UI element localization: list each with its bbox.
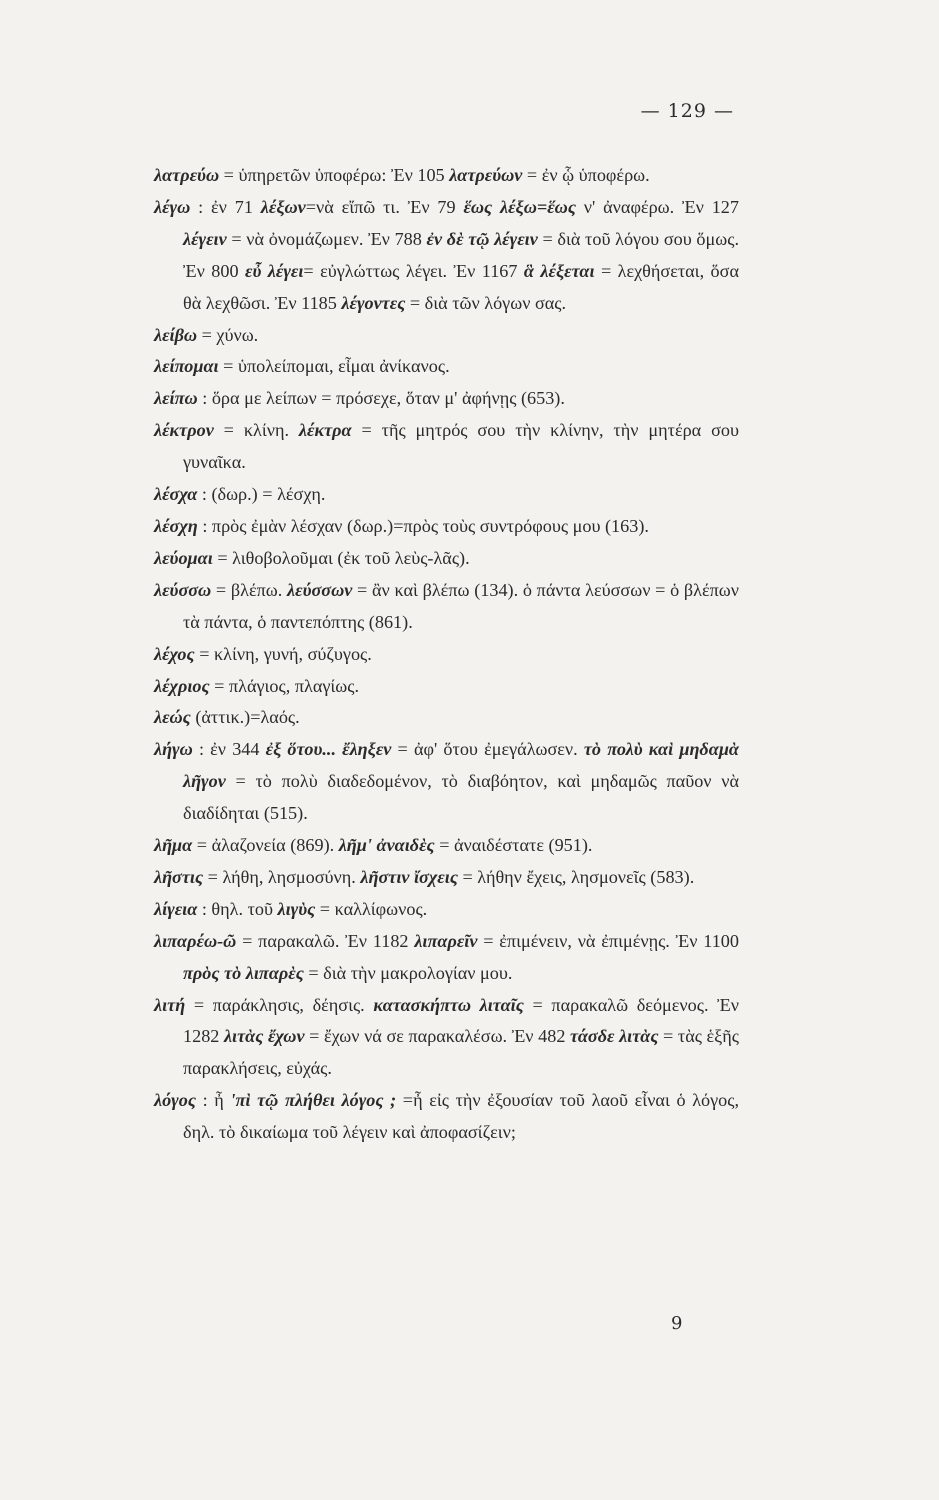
entry-text: : (δωρ.) = λέσχη. (197, 484, 326, 505)
dictionary-entry (154, 671, 739, 703)
dictionary-entry (154, 543, 739, 575)
headword: λιπαρέω-ῶ (154, 930, 237, 951)
entry-text: : θηλ. τοῦ (197, 898, 278, 919)
entry-text: = λεχθήσεται, ὅσα θὰ λεχθῶσι. Ἐν 1185 (183, 260, 739, 313)
headword: λῆστιν ἴσχεις (360, 866, 458, 887)
signature-mark: 9 (671, 1313, 683, 1334)
headword: λέκτρον (154, 420, 214, 441)
headword: λεύσσων (287, 579, 353, 600)
headword: λείβω (154, 324, 198, 345)
entry-text: = κλίνη. (213, 420, 299, 441)
headword: κατασκήπτω λιταῖς (373, 994, 524, 1015)
entry-text: = χύνω. (197, 324, 259, 345)
headword: λέσχη (154, 515, 198, 536)
dictionary-entry (154, 894, 739, 926)
dictionary-entry (154, 830, 739, 862)
entry-text: = ἀλαζονεία (869). (192, 835, 339, 856)
headword: λεώς (154, 707, 191, 728)
entry-text: = εὐγλώττως λέγει. Ἐν 1167 (303, 260, 524, 281)
entry-text: : ὅρα με λείπων = πρόσεχε, ὅταν μ' ἀφήνῃς (653). (197, 388, 565, 409)
headword: ἐξ ὅτου... ἔληξεν (265, 739, 392, 760)
dictionary-entry (154, 926, 739, 990)
entry-text: = λιθοβολοῦμαι (ἐκ τοῦ λεὺς-λᾶς). (212, 547, 470, 568)
headword: λιγὺς (277, 898, 316, 919)
entry-text: = πλάγιος, πλαγίως. (209, 675, 360, 696)
headword: ἃ λέξεται (523, 260, 595, 281)
headword: ἐν δὲ τῷ λέγειν (426, 228, 538, 249)
headword: λιτὰς ἔχων (223, 1026, 305, 1047)
entry-text: = τὸ πολὺ διαδεδομένον, τὸ διαβόητον, καὶ μηδαμῶς παῦον νὰ διαδίδηται (515). (183, 771, 739, 824)
entry-text: = παρακαλῶ. Ἐν 1182 (236, 930, 415, 951)
headword: λόγος (154, 1090, 196, 1111)
headword: λεύσσω (154, 579, 212, 600)
headword: λιπαρεῖν (414, 930, 478, 951)
entry-text: = κλίνη, γυνή, σύζυγος. (194, 643, 372, 664)
entry-text: : ἦ (195, 1090, 231, 1111)
entry-text: : πρὸς ἐμὰν λέσχαν (δωρ.)=πρὸς τοὺς συντρόφους μου (163). (197, 515, 649, 536)
dictionary-entry (154, 192, 739, 320)
headword: λατρεύων (449, 165, 523, 185)
entry-text: = βλέπω. (211, 579, 288, 600)
entry-text: = λήθη, λησμοσύνη. (203, 866, 361, 887)
entry-text: = ἀφ' ὅτου ἐμεγάλωσεν. (391, 739, 584, 760)
dictionary-entry (154, 511, 739, 543)
entry-text: : ἐν 344 (192, 739, 266, 760)
entry-text: = τὰς ἑξῆς παρακλήσεις, εὐχάς. (183, 1026, 740, 1079)
headword: λείπω (154, 388, 198, 409)
headword: λεύομαι (154, 547, 213, 568)
headword: εὖ λέγει (245, 260, 304, 281)
headword: λίγεια (154, 898, 198, 919)
dictionary-entry (154, 415, 739, 479)
headword: λέκτρα (298, 420, 352, 441)
dictionary-text (154, 160, 739, 1149)
headword: λέχριος (154, 675, 210, 696)
entry-text: : ἐν 71 (190, 196, 261, 217)
headword: λῆστις (154, 866, 204, 887)
entry-text: =νὰ εἴπῶ τι. Ἐν 79 (305, 196, 464, 217)
headword: πρὸς τὸ λιπαρὲς (183, 962, 304, 983)
entry-text: = καλλίφωνος. (315, 898, 428, 919)
entry-text: (ἀττικ.)=λαός. (190, 707, 300, 728)
headword: λέσχα (154, 484, 198, 505)
headword: τὸ πολὺ καὶ μηδαμὰ λῆγον (183, 739, 739, 792)
entry-text: = διὰ τὴν μακρολογίαν μου. (303, 962, 513, 983)
headword: λῆμα (154, 835, 193, 856)
dictionary-entry (154, 479, 739, 511)
entry-text: ν' ἀναφέρω. Ἐν 127 (575, 196, 739, 217)
entry-text: = ἀναιδέστατε (951). (434, 835, 593, 856)
dictionary-entry (154, 990, 739, 1086)
headword: λήγω (154, 739, 193, 760)
dictionary-entry (154, 160, 739, 192)
headword: λέγειν (183, 228, 227, 249)
entry-text: = διὰ τῶν λόγων σας. (405, 292, 567, 313)
dictionary-entry (154, 575, 739, 639)
entry-text: = ὑπηρετῶν ὑποφέρω: Ἐν 105 (219, 165, 450, 185)
dictionary-entry (154, 702, 739, 734)
entry-text: = ἂν καὶ βλέπω (134). ὁ πάντα λεύσσων = ὁ βλέπων τὰ πάντα, ὁ παντεπόπτης (861). (183, 579, 740, 632)
entry-text: = παρακαλῶ δεόμενος. Ἐν 1282 (183, 994, 739, 1047)
entry-text: = τῆς μητρός σου τὴν κλίνην, τὴν μητέρα σου γυναῖκα. (183, 420, 739, 473)
entry-text: = διὰ τοῦ λόγου σου ὅμως. Ἐν 800 (183, 228, 739, 281)
dictionary-entry (154, 351, 739, 383)
headword: λιτή (154, 994, 186, 1015)
entry-text: = ἐπιμένειν, νὰ ἐπιμένῃς. Ἐν 1100 (477, 930, 739, 951)
entry-text: =ἦ εἰς τὴν ἐξουσίαν τοῦ λαοῦ εἶναι ὁ λόγος, δηλ. τὸ δικαίωμα τοῦ λέγειν καὶ ἀποφασίζειν; (183, 1090, 739, 1143)
headword: λέχος (154, 643, 195, 664)
entry-text: = ὑπολείπομαι, εἶμαι ἀνίκανος. (218, 356, 450, 377)
headword: 'πὶ τῷ πλήθει λόγος ; (230, 1090, 397, 1111)
headword: τάσδε λιτὰς (570, 1026, 659, 1047)
dictionary-entry (154, 734, 739, 830)
headword: λῆμ' ἀναιδὲς (338, 835, 435, 856)
dictionary-entry (154, 639, 739, 671)
headword: λατρεύω (154, 165, 220, 185)
headword: λείπομαι (154, 356, 219, 377)
entry-text: = νὰ ὀνομάζωμεν. Ἐν 788 (226, 228, 427, 249)
dictionary-entry (154, 320, 739, 352)
headword: ἕως λέξω=ἕως (463, 196, 576, 217)
page-number: — 129 — (640, 100, 734, 122)
entry-text: = λήθην ἔχεις, λησμονεῖς (583). (457, 866, 695, 887)
headword: λέγοντες (341, 292, 406, 313)
dictionary-entry (154, 1085, 739, 1149)
entry-text: = ἔχων νά σε παρακαλέσω. Ἐν 482 (304, 1026, 571, 1047)
headword: λέξων (260, 196, 306, 217)
dictionary-entry (154, 862, 739, 894)
headword: λέγω (154, 196, 191, 217)
entry-text: = ἐν ᾧ ὑποφέρω. (522, 165, 650, 185)
dictionary-entry (154, 383, 739, 415)
entry-text: = παράκλησις, δέησις. (185, 994, 374, 1015)
